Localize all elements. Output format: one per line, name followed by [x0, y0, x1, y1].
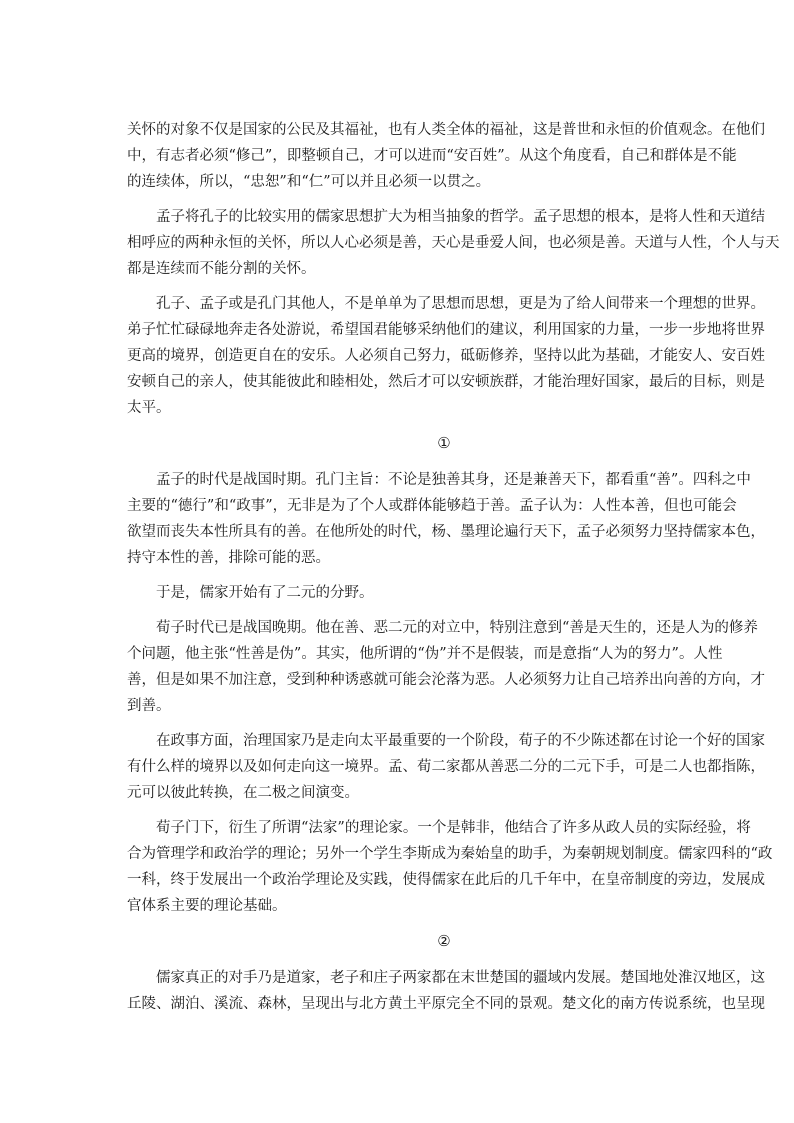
paragraph: [127, 204, 794, 282]
section-marker: ②: [437, 932, 451, 950]
paragraph-line: 善，但是如果不加注意，受到种种诱惑就可能会沦落为恶。人必须努力让自己培养出向善的方向，才: [127, 672, 765, 688]
paragraph-line: 弟子忙忙碌碌地奔走各处游说，希望国君能够采纳他们的建议，利用国家的力量，一步一步地将世界: [127, 322, 765, 338]
document-page: [127, 117, 794, 1026]
paragraph-line: 太平。: [127, 400, 171, 416]
paragraph-line: 持守本性的善，排除可能的恶。: [127, 550, 330, 566]
paragraph-line: 儒家真正的对手乃是道家，老子和庄子两家都在末世楚国的疆域内发展。楚国地处淮汉地区，这: [156, 970, 765, 986]
paragraph-line: 荀子门下，衍生了所谓“法家”的理论家。一个是韩非，他结合了许多从政人员的实际经验，将: [156, 820, 751, 836]
paragraph-line: 在政事方面，治理国家乃是走向太平最重要的一个阶段，荀子的不少陈述都在讨论一个好的国家: [156, 733, 765, 749]
paragraph-line: 安顿自己的亲人，使其能彼此和睦相处，然后才可以安顿族群，才能治理好国家，最后的目标，则是: [127, 374, 765, 390]
paragraph-line: 孟子的时代是战国时期。孔门主旨：不论是独善其身，还是兼善天下，都看重“善”。四科之中: [156, 472, 751, 488]
paragraph-line: 中，有志者必须“修己”，即整顿自己，才可以进而“安百姓”。从这个角度看，自己和群体是不能: [127, 148, 737, 164]
paragraph-line: 官体系主要的理论基础。: [127, 898, 287, 914]
paragraph-line: 相呼应的两种永恒的关怀，所以人心必须是善，天心是垂爱人间，也必须是善。天道与人性，个人与天: [127, 235, 780, 251]
paragraph: [127, 580, 794, 606]
paragraph: [127, 291, 794, 421]
paragraph-line: 于是，儒家开始有了二元的分野。: [156, 585, 374, 601]
paragraph: [127, 965, 794, 1017]
paragraph-line: 元可以彼此转换，在二极之间演变。: [127, 785, 359, 801]
paragraph-line: 的连续体，所以，“忠恕”和“仁”可以并且必须一以贯之。: [127, 174, 491, 190]
paragraph-line: 一科，终于发展出一个政治学理论及实践，使得儒家在此后的几千年中，在皇帝制度的旁边，发展成: [127, 872, 765, 888]
paragraph-line: 孟子将孔子的比较实用的儒家思想扩大为相当抽象的哲学。孟子思想的根本，是将人性和天道结: [156, 209, 765, 225]
paragraph-line: 都是连续而不能分割的关怀。: [127, 261, 316, 277]
paragraph-line: 关怀的对象不仅是国家的公民及其福祉，也有人类全体的福祉，这是普世和永恒的价值观念。在他们: [127, 122, 765, 138]
paragraph-line: 欲望而丧失本性所具有的善。在他所处的时代，杨、墨理论遍行天下，孟子必须努力坚持儒家本色，: [127, 524, 765, 540]
paragraph-line: 到善。: [127, 698, 171, 714]
section-marker: ①: [437, 434, 451, 452]
paragraph-line: 更高的境界，创造更自在的安乐。人必须自己努力，砥砺修养，坚持以此为基础，才能安人、安百姓: [127, 348, 765, 364]
paragraph-line: 主要的“德行”和“政事”，无非是为了个人或群体能够趋于善。孟子认为：人性本善，但也可能会: [127, 498, 737, 514]
paragraph-line: 有什么样的境界以及如何走向这一境界。孟、荀二家都从善恶二分的二元下手，可是二人也都指陈，: [127, 759, 765, 775]
paragraph-line: 合为管理学和政治学的理论；另外一个学生李斯成为秦始皇的助手，为秦朝规划制度。儒家四科的“政: [127, 846, 773, 862]
paragraph: [127, 467, 794, 571]
paragraph: [127, 117, 794, 195]
paragraph-line: 荀子时代已是战国晚期。他在善、恶二元的对立中，特别注意到“善是天生的，还是人为的修养: [156, 620, 758, 636]
paragraph: [127, 815, 794, 919]
paragraph: [127, 728, 794, 806]
paragraph: [127, 615, 794, 719]
paragraph-line: 个问题，他主张“性善是伪”。其实，他所谓的“伪”并不是假装，而是意指“人为的努力”。人性: [127, 646, 723, 662]
paragraph-line: 丘陵、湖泊、溪流、森林，呈现出与北方黄土平原完全不同的景观。楚文化的南方传说系统，也呈现: [127, 996, 765, 1012]
paragraph-line: 孔子、孟子或是孔门其他人，不是单单为了思想而思想，更是为了给人间带来一个理想的世界。: [156, 296, 765, 312]
